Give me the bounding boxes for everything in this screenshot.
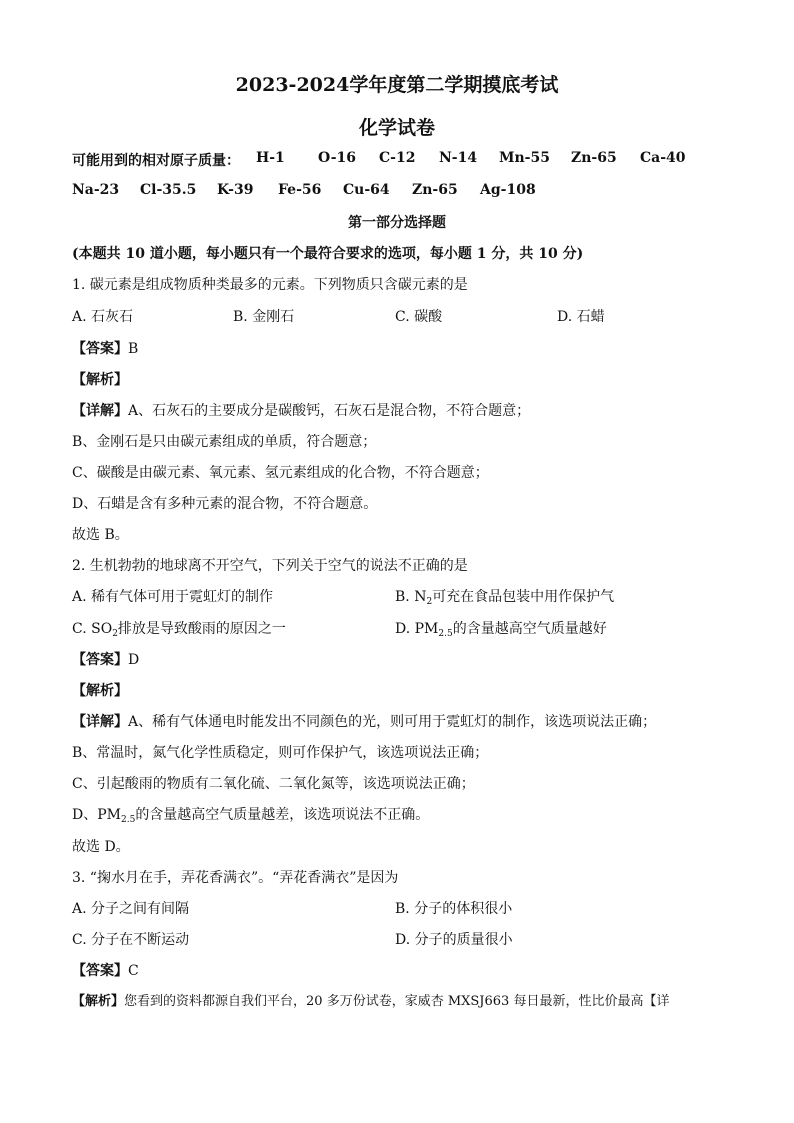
answer-value: B <box>128 341 139 357</box>
q2-detail-line <box>72 713 656 731</box>
q1-analysis-tag: 【解析】 <box>72 372 128 388</box>
q1-detail-line: B、金刚石是只由碳元素组成的单质，符合题意； <box>72 434 377 450</box>
answer-value: C <box>128 963 139 979</box>
q1-answer <box>72 340 138 358</box>
atomic-masses-row2 <box>72 182 732 202</box>
q1-option-b: B. 金刚石 <box>233 309 295 325</box>
q2-analysis-tag: 【解析】 <box>72 683 128 699</box>
question-3-stem: 3. “掬水月在手，弄花香满衣”。“弄花香满衣”是因为 <box>72 870 399 886</box>
analysis-tag: 【解析】 <box>72 994 125 1009</box>
option-text: C. SO <box>72 621 113 637</box>
subscript: 2 <box>426 597 433 607</box>
section-title: 第一部分选择题 <box>348 215 446 231</box>
q1-option-d: D. 石蜡 <box>557 309 605 325</box>
q3-answer <box>72 962 139 980</box>
mass-item: Zn-65 <box>412 182 458 198</box>
mass-item: Cl-35.5 <box>140 182 197 198</box>
q2-option-a: A. 稀有气体可用于霓虹灯的制作 <box>72 589 274 605</box>
mass-item: K-39 <box>217 182 254 198</box>
question-1-stem: 1. 碳元素是组成物质种类最多的元素。下列物质只含碳元素的是 <box>72 277 468 293</box>
q3-option-c: C. 分子在不断运动 <box>72 932 190 948</box>
subscript: 2 <box>112 629 118 639</box>
answer-tag: 【答案】 <box>72 652 128 668</box>
option-text: 的含量越高空气质量越好 <box>452 621 607 637</box>
exam-subtitle: 化学试卷 <box>358 117 435 139</box>
mass-item: Ca-40 <box>640 150 686 166</box>
answer-tag: 【答案】 <box>72 341 128 357</box>
subscript: 2.5 <box>120 815 136 825</box>
mass-item: Zn-65 <box>571 150 617 166</box>
mass-item: C-12 <box>379 150 416 166</box>
mass-item: N-14 <box>439 150 478 166</box>
q1-conclusion: 故选 B。 <box>72 527 129 543</box>
detail-tag: 【详解】 <box>72 403 128 419</box>
q3-option-d: D. 分子的质量很小 <box>395 932 513 948</box>
q2-detail-line <box>72 806 429 824</box>
mass-item: H-1 <box>256 150 285 166</box>
q3-option-b: B. 分子的体积很小 <box>395 901 513 917</box>
section-instruction: (本题共 10 道小题，每小题只有一个最符合要求的选项，每小题 1 分，共 10 分) <box>72 246 584 262</box>
subscript: 2.5 <box>438 629 453 639</box>
answer-tag: 【答案】 <box>72 963 128 979</box>
q3-analysis-footer <box>72 993 669 1011</box>
mass-item: Na-23 <box>72 182 120 198</box>
atomic-masses-row1 <box>72 150 732 170</box>
q1-option-c: C. 碳酸 <box>395 309 443 325</box>
q3-option-a: A. 分子之间有间隔 <box>72 901 190 917</box>
option-text: 可充在食品包装中用作保护气 <box>432 589 615 605</box>
exam-title: 2023-2024学年度第二学期摸底考试 <box>235 74 559 96</box>
q2-option-d <box>395 620 607 638</box>
mass-item: Mn-55 <box>499 150 550 166</box>
q1-detail-line <box>72 402 530 420</box>
q2-option-b <box>395 588 614 606</box>
option-text: D. PM <box>395 621 439 637</box>
q1-detail-line: D、石蜡是含有多种元素的混合物，不符合题意。 <box>72 496 378 512</box>
q2-detail-line: B、常温时，氮气化学性质稳定，则可作保护气，该选项说法正确； <box>72 745 489 761</box>
option-text: B. N <box>395 589 427 605</box>
mass-item: Fe-56 <box>278 182 322 198</box>
q1-option-a: A. 石灰石 <box>72 309 134 325</box>
answer-value: D <box>128 652 140 668</box>
detail-tag: 【详解】 <box>72 714 128 730</box>
footer-text: 您看到的资料都源自我们平台，20 多万份试卷，家威杏 MXSJ663 每日最新，性比价最高【详 <box>124 994 670 1009</box>
detail-text: A、稀有气体通电时能发出不同颜色的光，则可用于霓虹灯的制作，该选项说法正确； <box>128 714 657 730</box>
q1-detail-line: C、碳酸是由碳元素、氧元素、氢元素组成的化合物，不符合题意； <box>72 465 489 481</box>
mass-item: Cu-64 <box>343 182 390 198</box>
masses-label: 可能用到的相对原子质量： <box>72 153 240 169</box>
mass-item: Ag-108 <box>480 182 536 198</box>
q2-option-c <box>72 620 286 638</box>
detail-text: D、PM <box>72 807 121 823</box>
detail-text: 的含量越高空气质量越差，该选项说法不正确。 <box>135 807 430 823</box>
q2-answer <box>72 651 139 669</box>
question-2-stem: 2. 生机勃勃的地球离不开空气，下列关于空气的说法不正确的是 <box>72 558 468 574</box>
option-text: 排放是导致酸雨的原因之一 <box>117 621 286 637</box>
q2-detail-line: C、引起酸雨的物质有二氧化硫、二氧化氮等，该选项说法正确； <box>72 776 475 792</box>
mass-item: O-16 <box>318 150 357 166</box>
detail-text: A、石灰石的主要成分是碳酸钙，石灰石是混合物，不符合题意； <box>128 403 531 419</box>
q2-conclusion: 故选 D。 <box>72 839 130 855</box>
